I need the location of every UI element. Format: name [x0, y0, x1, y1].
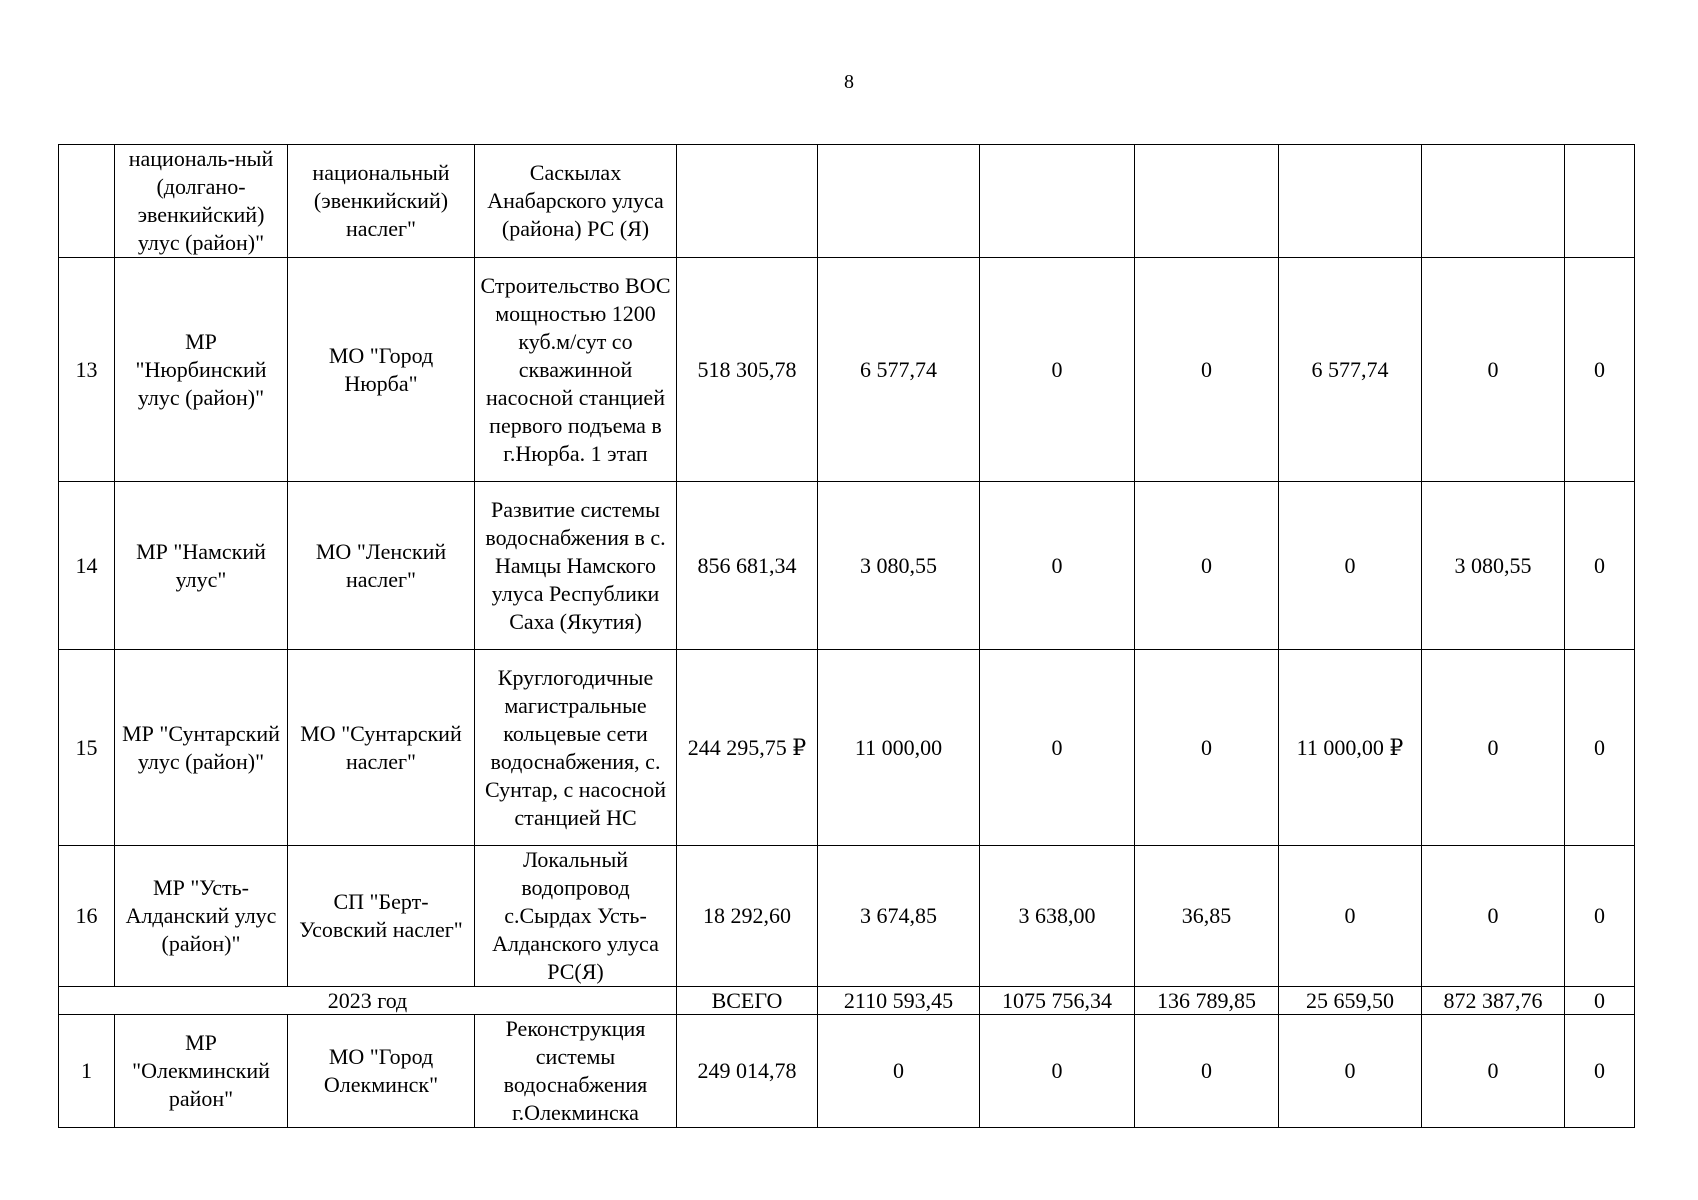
cell-value: 0: [980, 1015, 1135, 1128]
cell-object: Развитие системы водоснабжения в с. Намцы Намского улуса Республики Саха (Якутия): [475, 482, 677, 650]
cell-object: Локальный водопровод с.Сырдах Усть-Алданского улуса РС(Я): [475, 846, 677, 987]
table-row: [59, 145, 1635, 258]
cell-value: 0: [1565, 846, 1635, 987]
cell-value: 0: [1565, 650, 1635, 846]
cell-value: [1135, 145, 1279, 258]
cell-value: 856 681,34: [677, 482, 818, 650]
cell-number: [59, 145, 115, 258]
total-value: 872 387,76: [1422, 987, 1565, 1015]
cell-number: 1: [59, 1015, 115, 1128]
cell-value: 0: [1135, 650, 1279, 846]
investment-table: [58, 144, 1635, 1128]
table-row: [59, 846, 1635, 987]
cell-value: 0: [1279, 846, 1422, 987]
cell-municipality: МО "Город Олекминск": [288, 1015, 475, 1128]
cell-municipality: МО "Город Нюрба": [288, 258, 475, 482]
cell-value: [1422, 145, 1565, 258]
cell-value: 0: [1565, 1015, 1635, 1128]
cell-value: 0: [1135, 258, 1279, 482]
cell-municipality: МО "Ленский наслег": [288, 482, 475, 650]
cell-value: 0: [1422, 1015, 1565, 1128]
cell-value: 0: [818, 1015, 980, 1128]
cell-district: националь-ный (долгано-эвенкийский) улус (район)": [115, 145, 288, 258]
cell-value: 11 000,00: [818, 650, 980, 846]
cell-value: 36,85: [1135, 846, 1279, 987]
cell-district: МР "Сунтарский улус (район)": [115, 650, 288, 846]
cell-value: 0: [980, 650, 1135, 846]
cell-value: 249 014,78: [677, 1015, 818, 1128]
year-label: 2023 год: [59, 987, 677, 1015]
total-value: 25 659,50: [1279, 987, 1422, 1015]
cell-object: Строительство ВОС мощностью 1200 куб.м/сут со скважинной насосной станцией первого подъема в г.Нюрба. 1 этап: [475, 258, 677, 482]
cell-value: 0: [1135, 1015, 1279, 1128]
cell-value: 518 305,78: [677, 258, 818, 482]
cell-object: Реконструкция системы водоснабжения г.Олекминска: [475, 1015, 677, 1128]
total-value: 2110 593,45: [818, 987, 980, 1015]
cell-object: Саскылах Анабарского улуса (района) РС (Я): [475, 145, 677, 258]
cell-value: 3 080,55: [818, 482, 980, 650]
cell-municipality: СП "Берт-Усовский наслег": [288, 846, 475, 987]
cell-district: МР "Нюрбинский улус (район)": [115, 258, 288, 482]
table-row: [59, 1015, 1635, 1128]
cell-value: 0: [1279, 482, 1422, 650]
cell-value: 0: [980, 258, 1135, 482]
cell-value: 0: [1422, 258, 1565, 482]
cell-value: [980, 145, 1135, 258]
table-row: [59, 650, 1635, 846]
cell-value: [1565, 145, 1635, 258]
table-row: [59, 482, 1635, 650]
cell-number: 15: [59, 650, 115, 846]
cell-value: 11 000,00 ₽: [1279, 650, 1422, 846]
cell-value: 0: [1565, 482, 1635, 650]
page-number: 8: [844, 71, 854, 93]
total-value: 136 789,85: [1135, 987, 1279, 1015]
cell-number: 13: [59, 258, 115, 482]
cell-value: 0: [1565, 258, 1635, 482]
total-label: ВСЕГО: [677, 987, 818, 1015]
cell-value: 3 080,55: [1422, 482, 1565, 650]
cell-number: 14: [59, 482, 115, 650]
cell-municipality: МО "Сунтарский наслег": [288, 650, 475, 846]
cell-value: 0: [1422, 650, 1565, 846]
cell-value: 3 674,85: [818, 846, 980, 987]
total-value: 1075 756,34: [980, 987, 1135, 1015]
table-row: [59, 258, 1635, 482]
cell-value: [1279, 145, 1422, 258]
cell-district: МР "Усть-Алданский улус (район)": [115, 846, 288, 987]
cell-value: 6 577,74: [1279, 258, 1422, 482]
cell-value: 244 295,75 ₽: [677, 650, 818, 846]
cell-value: 6 577,74: [818, 258, 980, 482]
total-value: 0: [1565, 987, 1635, 1015]
cell-district: МР "Намский улус": [115, 482, 288, 650]
cell-value: 3 638,00: [980, 846, 1135, 987]
cell-value: [818, 145, 980, 258]
cell-value: 0: [1279, 1015, 1422, 1128]
cell-value: 0: [1135, 482, 1279, 650]
cell-value: 0: [1422, 846, 1565, 987]
cell-district: МР "Олекминский район": [115, 1015, 288, 1128]
total-row: [59, 987, 1635, 1015]
cell-number: 16: [59, 846, 115, 987]
cell-value: 18 292,60: [677, 846, 818, 987]
cell-value: [677, 145, 818, 258]
cell-municipality: национальный (эвенкийский) наслег": [288, 145, 475, 258]
cell-object: Круглогодичные магистральные кольцевые сети водоснабжения, с. Сунтар, с насосной станцией НС: [475, 650, 677, 846]
cell-value: 0: [980, 482, 1135, 650]
